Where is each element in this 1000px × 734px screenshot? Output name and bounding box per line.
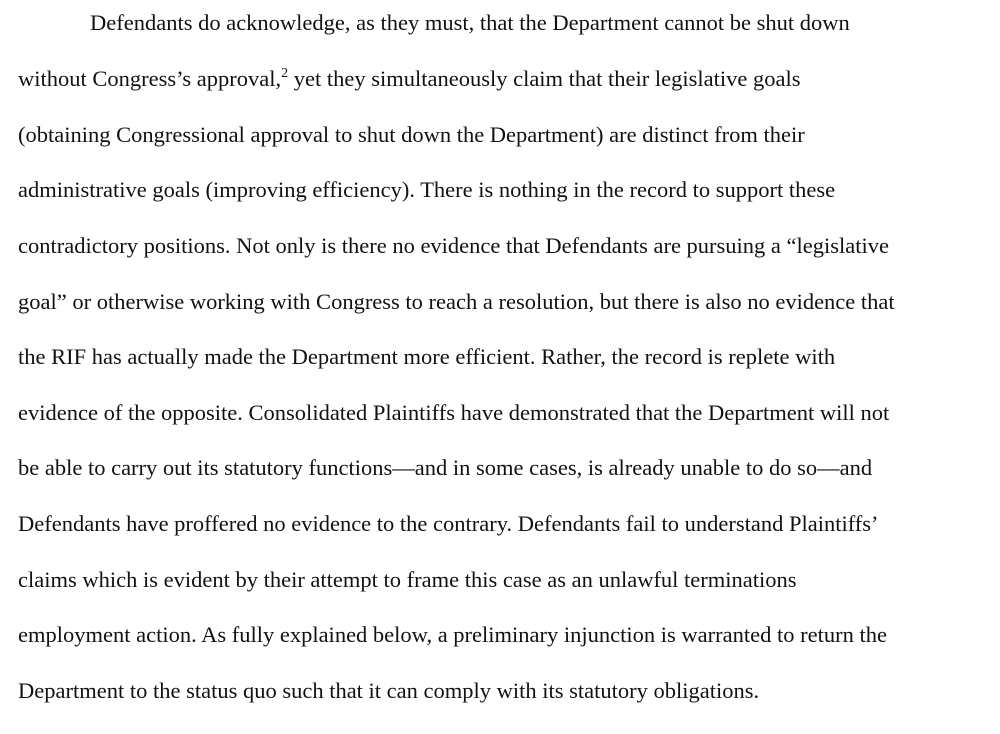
paragraph-line-8: evidence of the opposite. Consolidated Plaintiffs have demonstrated that the Department will not	[18, 400, 890, 425]
paragraph-line-7: the RIF has actually made the Department more efficient. Rather, the record is replete with	[18, 344, 836, 369]
paragraph-line-2-text-end: yet they simultaneously claim that their legislative goals	[288, 66, 801, 91]
paragraph-line-4: administrative goals (improving efficiency). There is nothing in the record to support these	[18, 177, 836, 202]
footnote-reference[interactable]: 2	[281, 65, 289, 81]
paragraph-line-11: claims which is evident by their attempt to frame this case as an unlawful terminations	[18, 567, 797, 592]
paragraph-line-13: Department to the status quo such that it can comply with its statutory obligations.	[18, 678, 760, 703]
paragraph-line-2-text-start: without Congress’s approval,	[18, 66, 282, 91]
paragraph-line-1: Defendants do acknowledge, as they must, that the Department cannot be shut down	[90, 10, 850, 35]
paragraph-line-5: contradictory positions. Not only is there no evidence that Defendants are pursuing a “legislative	[18, 233, 889, 258]
paragraph-line-9: be able to carry out its statutory functions—and in some cases, is already unable to do so—and	[18, 455, 873, 480]
paragraph-line-2	[18, 64, 801, 94]
paragraph-line-12: employment action. As fully explained below, a preliminary injunction is warranted to return the	[18, 622, 887, 647]
paragraph-line-6: goal” or otherwise working with Congress to reach a resolution, but there is also no evidence that	[18, 289, 895, 314]
paragraph-line-10: Defendants have proffered no evidence to the contrary. Defendants fail to understand Plaintiffs’	[18, 511, 879, 536]
paragraph-line-3: (obtaining Congressional approval to shut down the Department) are distinct from their	[18, 122, 805, 147]
